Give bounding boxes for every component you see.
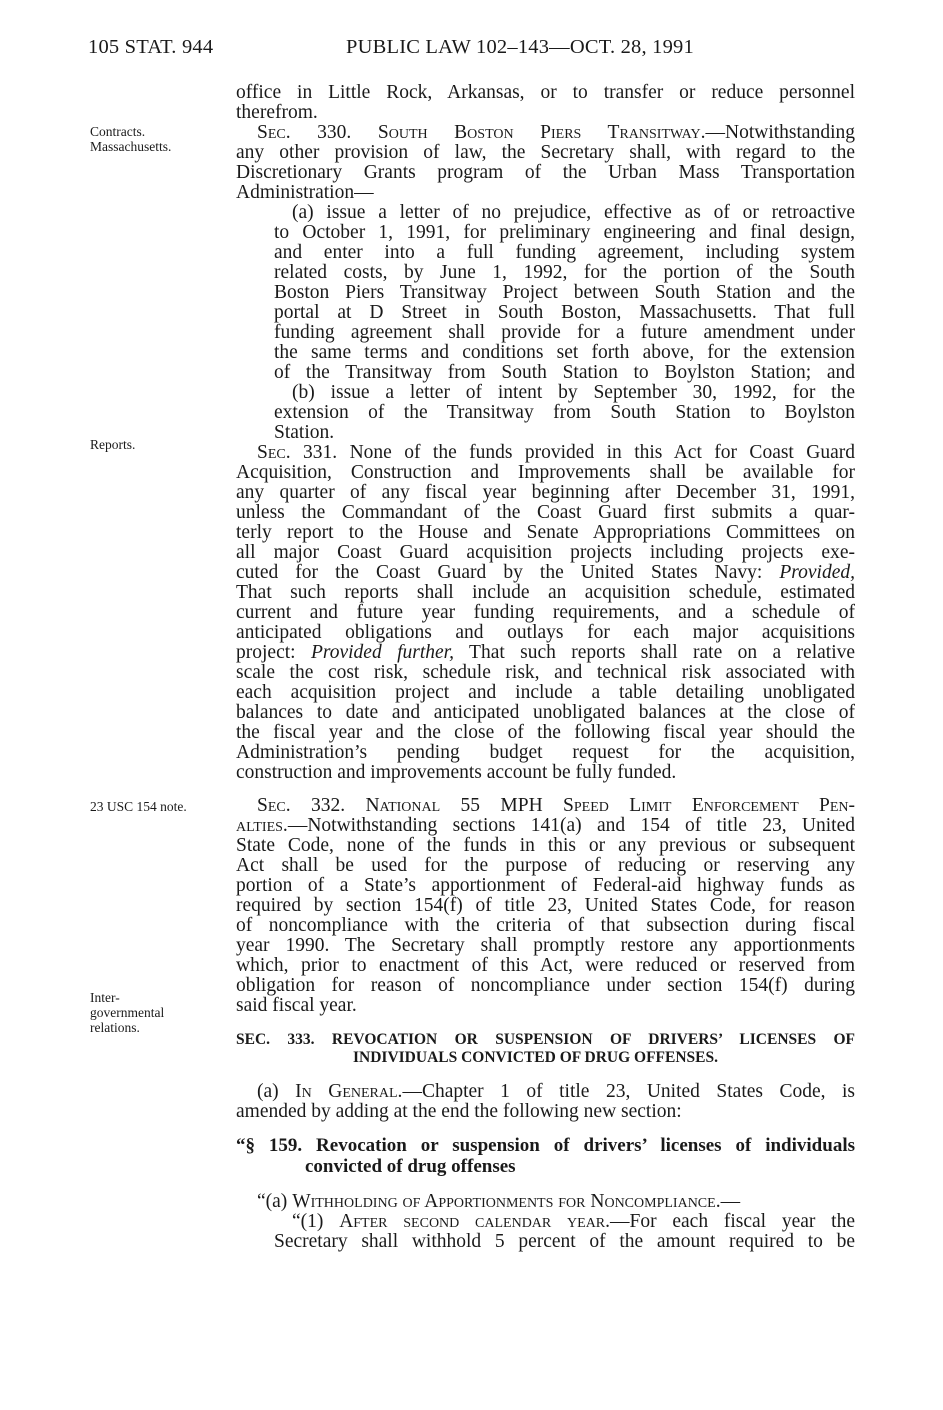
sec-330-first: —Notwithstanding xyxy=(705,122,855,143)
body-line: of noncompliance with the criteria of that subsection during fiscal xyxy=(236,915,855,936)
sec-333-a xyxy=(257,1082,855,1102)
body-line: the same terms and conditions set forth above, for the extension xyxy=(274,342,855,363)
body-line: That such reports shall include an acquisition schedule, estimated xyxy=(236,582,855,603)
margin-note-reports: Reports. xyxy=(90,437,136,452)
sec-331-first: 331. None of the funds provided in this Act for Coast Guard xyxy=(303,442,856,463)
sec-332-heading xyxy=(257,796,855,816)
body-line: (b) issue a letter of intent by September 30, 1992, for the xyxy=(292,382,855,403)
body-line: funding agreement shall provide for a future amendment under xyxy=(274,322,855,343)
body-line: construction and improvements account be fully funded. xyxy=(236,762,677,783)
sec-333-heading: SEC. 333. REVOCATION OR SUSPENSION OF DRIVERS’ LICENSES OF xyxy=(236,1031,855,1048)
body-line: to October 1, 1991, for preliminary engineering and final design, xyxy=(274,222,855,243)
margin-note-line: Contracts. xyxy=(90,124,146,139)
body-line: Administration— xyxy=(236,182,374,203)
margin-note-line: Inter- xyxy=(90,990,120,1005)
body-span: cuted for the Coast Guard by the United States Navy: xyxy=(236,562,763,583)
subsection-label: (a) xyxy=(257,1081,279,1102)
sec-333-heading-cont: INDIVIDUALS CONVICTED OF DRUG OFFENSES. xyxy=(353,1049,719,1066)
body-span: —Chapter 1 of title 23, United States Code, is xyxy=(402,1081,856,1102)
body-line: year 1990. The Secretary shall promptly restore any apportionments xyxy=(236,935,855,956)
sec-330-number: Sec. 330. xyxy=(257,122,352,143)
sec-332-title: National 55 MPH Speed Limit Enforcement Pen- xyxy=(365,795,855,816)
provided-italic: Provided, xyxy=(779,562,855,583)
body-line: Secretary shall withhold 5 percent of the amount required to be xyxy=(274,1231,855,1252)
body-line: Acquisition, Construction and Improvements shall be available for xyxy=(236,462,855,483)
margin-note-contracts xyxy=(90,124,230,154)
body-line: said fiscal year. xyxy=(236,995,357,1016)
body-span: — xyxy=(720,1191,741,1212)
body-line xyxy=(236,816,855,836)
subsection-a-withholding xyxy=(257,1192,740,1212)
page-header xyxy=(88,36,868,66)
body-line: any other provision of law, the Secretary shall, with regard to the xyxy=(236,142,855,163)
sec-330-heading xyxy=(257,123,855,143)
sec-331-number: Sec. xyxy=(257,442,291,463)
sec-332-title-cont: alties. xyxy=(236,815,288,836)
subsection-title: Withholding of Apportionments for Noncompliance. xyxy=(292,1191,721,1212)
stat-page-number: 105 STAT. 944 xyxy=(88,36,214,58)
body-line: required by section 154(f) of title 23, United States Code, for reason xyxy=(236,895,855,916)
body-line: any quarter of any fiscal year beginning after December 31, 1991, xyxy=(236,482,855,503)
body-line: Discretionary Grants program of the Urban Mass Transportation xyxy=(236,162,855,183)
sec-331-heading xyxy=(257,443,855,463)
body-line: Station. xyxy=(274,422,335,443)
section-159-heading-cont: convicted of drug offenses xyxy=(305,1156,516,1177)
body-line: (a) issue a letter of no prejudice, effective as of or retroactive xyxy=(292,202,855,223)
margin-note-line: Massachusetts. xyxy=(90,139,172,154)
paragraph-title: After second calendar year. xyxy=(339,1211,611,1232)
body-span: project: xyxy=(236,642,296,663)
margin-note-line: relations. xyxy=(90,1020,140,1035)
margin-note-intergovernmental xyxy=(90,990,230,1035)
margin-note-line: governmental xyxy=(90,1005,165,1020)
body-line: all major Coast Guard acquisition projects including projects exe- xyxy=(236,542,855,563)
body-line: office in Little Rock, Arkansas, or to transfer or reduce personnel xyxy=(236,82,855,103)
body-line: Act shall be used for the purpose of reducing or reserving any xyxy=(236,855,855,876)
body-span: —For each fiscal year the xyxy=(610,1211,855,1232)
body-line: of the Transitway from South Station to Boylston Station; and xyxy=(274,362,855,383)
body-line xyxy=(236,643,855,663)
body-line xyxy=(236,563,855,583)
body-line: extension of the Transitway from South Station to Boylston xyxy=(274,402,855,423)
body-line: scale the cost risk, schedule risk, and technical risk associated with xyxy=(236,662,855,683)
sec-330-title: South Boston Piers Transitway. xyxy=(377,122,706,143)
paragraph-label: “(1) xyxy=(292,1211,324,1232)
body-line: balances to date and anticipated unobligated balances at the close of xyxy=(236,702,855,723)
body-line: each acquisition project and include a table detailing unobligated xyxy=(236,682,855,703)
subsection-title: In General. xyxy=(295,1081,403,1102)
body-line: portal at D Street in South Boston, Massachusetts. That full xyxy=(274,302,855,323)
paragraph-1 xyxy=(292,1212,855,1232)
body-line: anticipated obligations and outlays for each major acquisitions xyxy=(236,622,855,643)
body-span: —Notwithstanding sections 141(a) and 154 of title 23, United xyxy=(287,815,855,836)
body-line: State Code, none of the funds in this or any previous or subsequent xyxy=(236,835,855,856)
subsection-label: “(a) xyxy=(257,1191,288,1212)
body-line: Boston Piers Transitway Project between South Station and the xyxy=(274,282,855,303)
body-span: That such reports shall rate on a relative xyxy=(469,642,856,663)
body-line: and enter into a full funding agreement, including system xyxy=(274,242,855,263)
body-line: which, prior to enactment of this Act, were reduced or reserved from xyxy=(236,955,855,976)
sec-332-number: Sec. 332. xyxy=(257,795,346,816)
body-line: Administration’s pending budget request for the acquisition, xyxy=(236,742,855,763)
body-line: amended by adding at the end the following new section: xyxy=(236,1101,682,1122)
body-line: portion of a State’s apportionment of Federal-aid highway funds as xyxy=(236,875,855,896)
provided-further-italic: Provided further, xyxy=(310,642,454,663)
body-line: obligation for reason of noncompliance under section 154(f) during xyxy=(236,975,855,996)
body-line: related costs, by June 1, 1992, for the portion of the South xyxy=(274,262,855,283)
body-line: terly report to the House and Senate Appropriations Committees on xyxy=(236,522,855,543)
body-line: therefrom. xyxy=(236,102,318,123)
body-line: current and future year funding requirements, and a schedule of xyxy=(236,602,855,623)
margin-note-usc: 23 USC 154 note. xyxy=(90,799,187,814)
section-159-heading: “§ 159. Revocation or suspension of drivers’ licenses of individuals xyxy=(236,1135,855,1156)
body-line: unless the Commandant of the Coast Guard first submits a quar- xyxy=(236,502,855,523)
body-line: the fiscal year and the close of the following fiscal year should the xyxy=(236,722,855,743)
public-law-citation: PUBLIC LAW 102–143—OCT. 28, 1991 xyxy=(346,36,694,58)
